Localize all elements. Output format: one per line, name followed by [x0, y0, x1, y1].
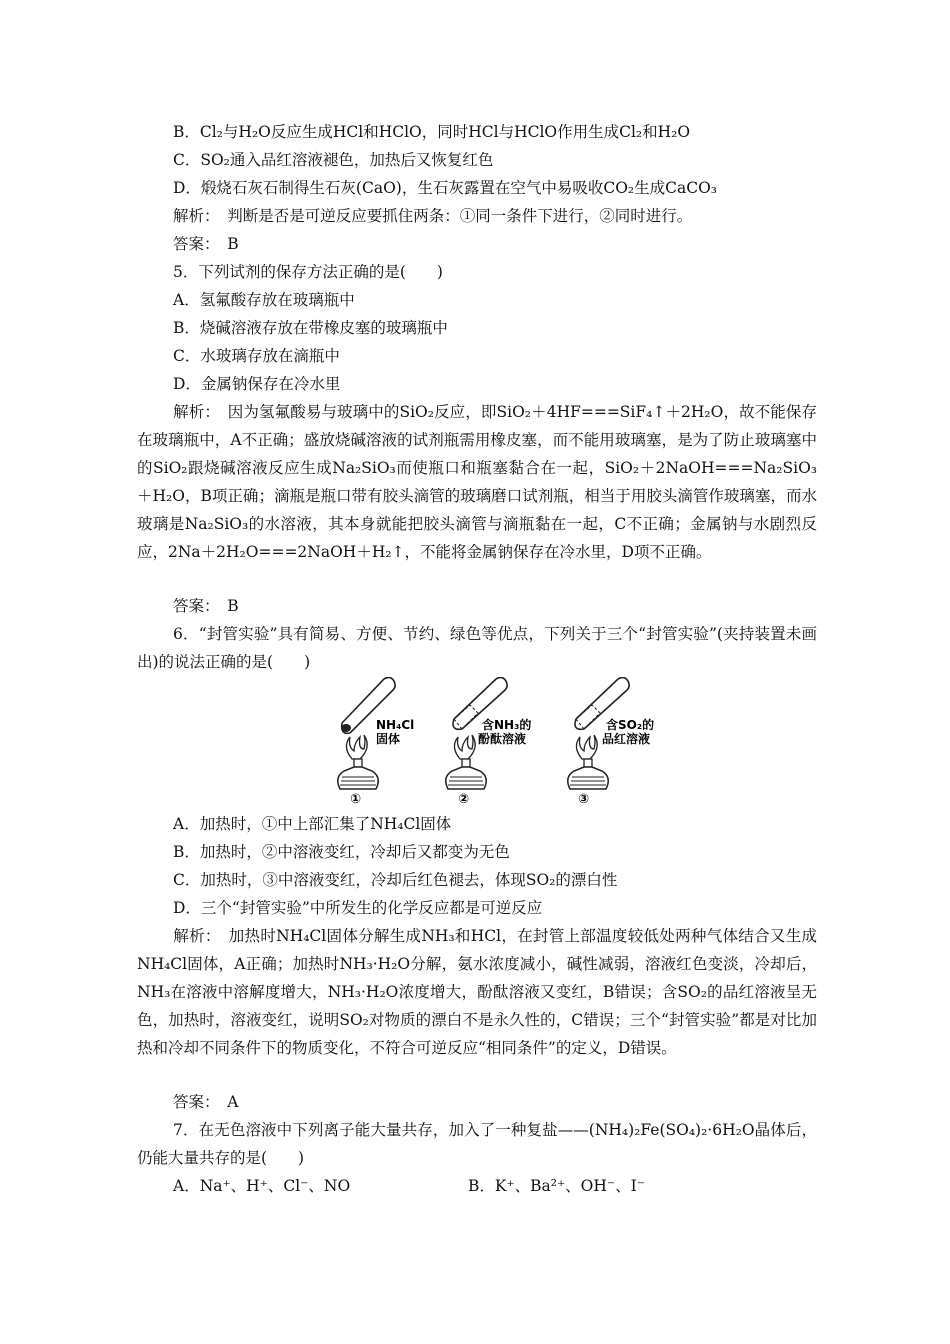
q6-stem: [137, 620, 817, 676]
q7-stem: [137, 1116, 817, 1172]
apparatus-number-2: ②: [458, 792, 470, 805]
q4-option-c: C．SO₂通入品红溶液褪色，加热后又恢复红色: [173, 151, 494, 169]
tube2-label-line2: 酚酞溶液: [478, 732, 527, 746]
flame-3: [576, 735, 597, 759]
q4-option-b: B．Cl₂与H₂O反应生成HCl和HClO，同时HCl与HClO作用生成Cl₂和H₂O: [173, 123, 691, 141]
apparatus-3: [568, 677, 654, 805]
sealed-tube-diagram: [320, 677, 660, 805]
q5-option-b: B．烧碱溶液存放在带橡皮塞的玻璃瓶中: [173, 319, 448, 337]
nh4cl-solid: [341, 724, 351, 732]
q5-analysis-text: 解析： 因为氢氟酸易与玻璃中的SiO₂反应，即SiO₂＋4HF===SiF₄↑＋2H₂O，故不能保存在玻璃瓶中，A不正确；盛放烧碱溶液的试剂瓶需用橡皮塞，而不能用玻璃塞，是为了防止玻璃塞中的SiO₂跟烧碱溶液反应生成Na₂SiO₃而使瓶口和瓶塞黏合在一起，SiO₂＋2NaOH===Na₂SiO₃＋H₂O，B项正确；滴瓶是瓶口带有胶头滴管的玻璃磨口试剂瓶，相当于用胶头滴管作玻璃塞，而水玻璃是Na₂SiO₃的水溶液，其本身就能把胶头滴管与滴瓶黏在一起，C不正确；金属钠与水剧烈反应，2Na＋2H₂O===2NaOH＋H₂↑，不能将金属钠保存在冷水里，D项不正确。: [137, 403, 817, 561]
q7-option-a: A．Na⁺、H⁺、Cl⁻、NO: [173, 1177, 351, 1195]
q4-answer: 答案： B: [173, 235, 239, 253]
q6-option-b: B．加热时，②中溶液变红，冷却后又都变为无色: [173, 843, 510, 861]
q5-option-a: A．氢氟酸存放在玻璃瓶中: [173, 291, 355, 309]
alcohol-lamp-1: [338, 759, 379, 789]
q7-option-b: B．K⁺、Ba²⁺、OH⁻、I⁻: [468, 1177, 645, 1195]
q6-analysis-text: 解析： 加热时NH₄Cl固体分解生成NH₃和HCl，在封管上部温度较低处两种气体结合又生成NH₄Cl固体，A正确；加热时NH₃·H₂O分解，氨水浓度减小，碱性减弱，溶液红色变淡，冷却后，NH₃在溶液中溶解度增大，NH₃·H₂O浓度增大，酚酞溶液又变红，B错误；含SO₂的品红溶液呈无色，加热时，溶液变红，说明SO₂对物质的漂白不是永久性的，C错误；三个“封管实验”都是对比加热和冷却不同条件下的物质变化，不符合可逆反应“相同条件”的定义，D错误。: [137, 927, 817, 1057]
apparatus-number-1: ①: [350, 792, 362, 805]
q6-stem-text: 6．“封管实验”具有简易、方便、节约、绿色等优点，下列关于三个“封管实验”(夹持装置未画出)的说法正确的是( ): [137, 625, 817, 671]
q5-option-c: C．水玻璃存放在滴瓶中: [173, 347, 340, 365]
q4-option-d: D．煅烧石灰石制得生石灰(CaO)，生石灰露置在空气中易吸收CO₂生成CaCO₃: [173, 179, 717, 197]
tube3-label-line2: 品红溶液: [602, 732, 651, 746]
tube3-label-line1: 含SO₂的: [606, 718, 655, 732]
q6-analysis: [137, 922, 817, 1062]
apparatus-2: [446, 677, 532, 805]
apparatus-1: [338, 677, 415, 805]
q5-answer: 答案： B: [173, 597, 239, 615]
q6-option-a: A．加热时，①中上部汇集了NH₄Cl固体: [173, 815, 452, 833]
flame-2: [454, 735, 475, 759]
alcohol-lamp-3: [568, 759, 609, 789]
q7-stem-text: 7．在无色溶液中下列离子能大量共存，加入了一种复盐——(NH₄)₂Fe(SO₄)₂·6H₂O晶体后，仍能大量共存的是( ): [137, 1121, 817, 1167]
tube1-label-line1: NH₄Cl: [376, 718, 415, 732]
q5-option-d: D．金属钠保存在冷水里: [173, 375, 341, 393]
flame-1: [346, 735, 367, 759]
q5-analysis: [137, 398, 817, 566]
apparatus-number-3: ③: [578, 792, 590, 805]
tube1-label-line2: 固体: [376, 732, 401, 746]
q6-option-d: D．三个“封管实验”中所发生的化学反应都是可逆反应: [173, 899, 543, 917]
q4-analysis: 解析： 判断是否是可逆反应要抓住两条：①同一条件下进行，②同时进行。: [173, 207, 693, 225]
q6-option-c: C．加热时，③中溶液变红，冷却后红色褪去，体现SO₂的漂白性: [173, 871, 618, 889]
tube2-label-line1: 含NH₃的: [482, 718, 532, 732]
q5-stem: 5．下列试剂的保存方法正确的是( ): [173, 263, 443, 281]
q6-answer: 答案： A: [173, 1093, 239, 1111]
sealed-tube-figure: [320, 677, 660, 805]
alcohol-lamp-2: [446, 759, 487, 789]
